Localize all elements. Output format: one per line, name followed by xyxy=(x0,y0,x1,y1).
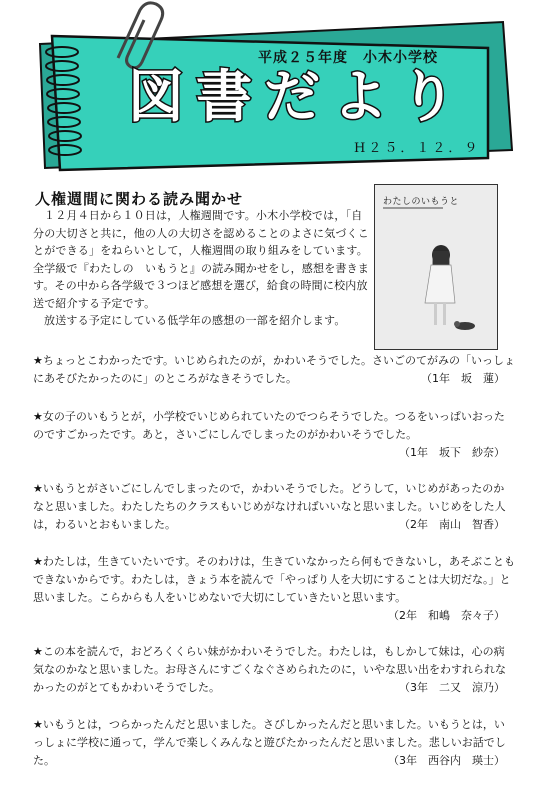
student-comment xyxy=(33,553,515,625)
newsletter-title: 図書だより xyxy=(128,65,468,130)
comment-text: ★ちょっとこわかったです。いじめられたのが，かわいそうでした。さいごのてがみの「いっしょにあそびたかったのに」のところがなきそうでした。 xyxy=(33,354,515,385)
comment-text: ★この本を読んで，おどろくくらい妹がかわいそうでした。わたしは，もしかして妹は，心の病気なのかなと思いました。お母さんにすごくなぐさめられたのに，いやな思い出をわすれられなかったのがとてもかわいそうでした。 xyxy=(33,645,506,694)
book-cover-image xyxy=(374,184,498,350)
comment-author: （2年 南山 智香） xyxy=(399,518,505,531)
comment-text: ★いもうとは，つらかったんだと思いました。さびしかったんだと思いました。いもうとは，いっしょに学校に通って，学んで楽しくみんなと遊びたかったんだと思いました。悲しいお話でした。 xyxy=(33,718,506,767)
comment-author: （3年 二又 涼乃） xyxy=(399,681,505,694)
comment-text: ★わたしは，生きていたいです。そのわけは，生きていなかったら何もできないし，あそぶこともできないからです。わたしは，きょう本を読んで「やっぱり人を大切にすることは大切だな。」と思いました。こらからも人をいじめないで大切にしていきたいと思います。 xyxy=(33,555,515,604)
student-comment xyxy=(33,716,515,770)
intro-paragraph xyxy=(33,207,369,330)
intro-text-2: 放送する予定にしている低学年の感想の一部を紹介します。 xyxy=(44,314,346,327)
issue-date: H２５．１２．９ xyxy=(354,141,481,156)
student-comment xyxy=(33,643,515,697)
intro-text-1: １２月４日から１０日は，人権週間です。小木小学校では，「自分の大切さと共に，他の人の大切さを認めることのよさに気づくことができる」をねらいとして，人権週間の取り組みをしています。全学級で『わたしの いもうと』の読み聞かせをし，感想を書きます。その中から各学級で３つほど感想を選び，給食の時間に校内放送で紹介する予定です。 xyxy=(33,209,369,310)
comment-author: （2年 和嶋 奈々子） xyxy=(388,609,505,622)
student-comment xyxy=(33,480,515,534)
comment-author: （3年 西谷内 瑛士） xyxy=(388,754,505,767)
school-year-label: 平成２５年度 小木小学校 xyxy=(258,50,438,66)
student-comment xyxy=(33,352,515,388)
section-heading: 人権週間に関わる読み聞かせ xyxy=(35,190,244,208)
girl-illustration xyxy=(375,185,497,349)
comment-author: （1年 坂下 紗奈） xyxy=(399,446,505,459)
student-comment xyxy=(33,408,515,462)
comment-text: ★いもうとがさいごにしんでしまったので，かわいそうでした。どうして，いじめがあったのかなと思いました。わたしたちのクラスもいじめがなければいいなと思いました。いじめをした人は，わるいとおもいました。 xyxy=(33,482,506,531)
comment-author: （1年 坂 蓮） xyxy=(421,372,505,385)
comment-text: ★女の子のいもうとが，小学校でいじめられていたのでつらそうでした。つるをいっぱいおったのですごかったです。あと，さいごにしんでしまったのがかわいそうでした。 xyxy=(33,410,505,441)
book-title: わたしのいもうと xyxy=(383,197,460,207)
